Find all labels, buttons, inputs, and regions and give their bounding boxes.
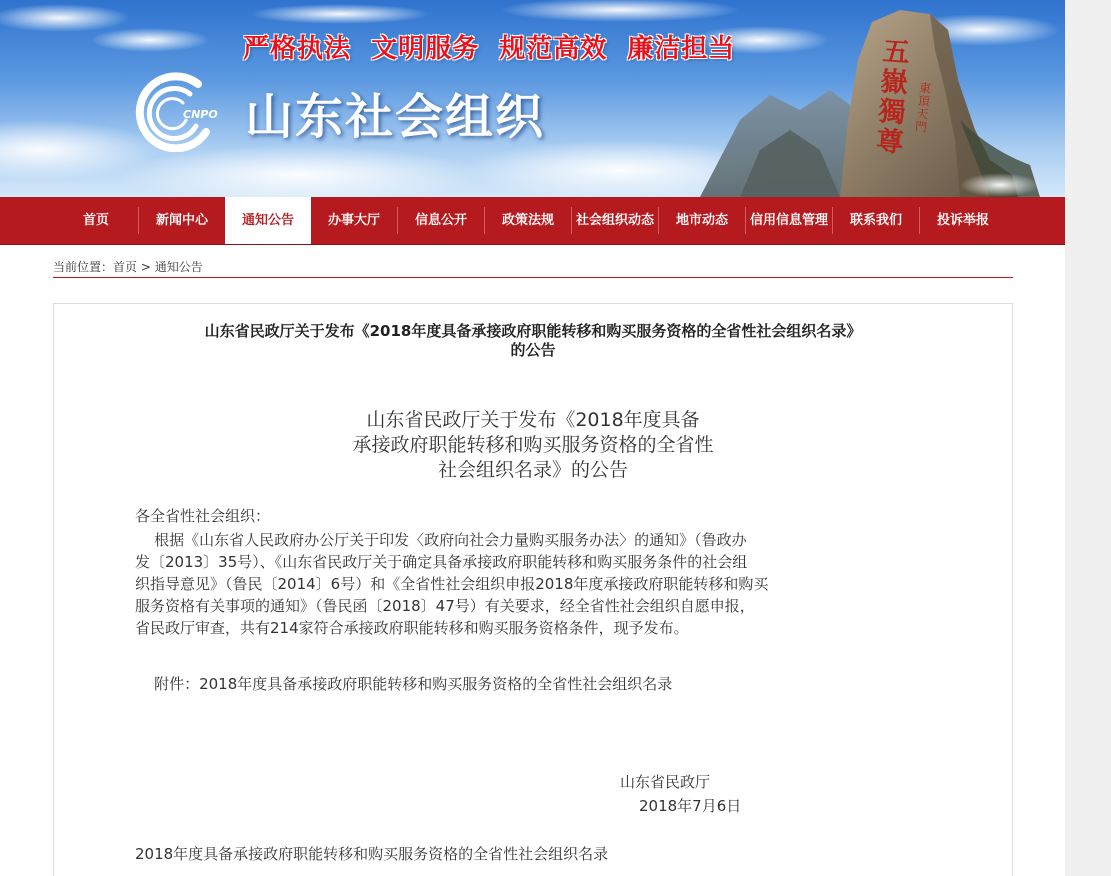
document-title [53,408,1013,483]
body-line: 发〔2013〕35号）、《山东省民政厅关于确定具备承接政府职能转移和购买服务条件的社会组 [135,553,748,571]
article-title-line: 山东省民政厅关于发布《2018年度具备承接政府职能转移和购买服务资格的全省性社会组织名录》 [204,322,862,340]
signer: 山东省民政厅 [620,773,711,791]
attachment-note: 附件：2018年度具备承接政府职能转移和购买服务资格的全省性社会组织名录 [135,675,673,693]
salutation: 各全省性社会组织： [135,507,271,525]
breadcrumb [53,258,1013,276]
breadcrumb-home-link[interactable]: 首页 [113,260,138,274]
body-paragraph [135,529,935,639]
document-title-line: 社会组织名录》的公告 [437,459,628,481]
nav-item-notices[interactable]: 通知公告 [225,197,311,244]
document-title-line: 山东省民政厅关于发布《2018年度具备 [366,409,700,431]
body-line: 织指导意见》（鲁民〔2014〕6号）和《全省性社会组织申报2018年度承接政府职能转移和购买 [135,575,769,593]
body-line: 根据《山东省人民政府办公厅关于印发〈政府向社会力量购买服务办法〉的通知》（鲁政办 [135,531,747,549]
site-title: 山东社会组织 [245,89,546,145]
logo-text: CNPO [183,108,218,121]
nav-item-policies[interactable]: 政策法规 [501,213,554,228]
breadcrumb-divider [53,277,1013,278]
slogan: 严格执法 文明服务 规范高效 廉洁担当 [243,34,736,64]
rock-inscription: 五嶽獨尊 [875,36,911,159]
article-title [53,322,1013,360]
nav-item-city-news[interactable]: 地市动态 [675,213,728,228]
rock-side-inscription: 東頂天門 [914,80,932,135]
nav-item-news[interactable]: 新闻中心 [155,213,208,228]
right-gutter [1065,0,1111,876]
breadcrumb-prefix: 当前位置： [53,260,114,274]
nav-item-complaints[interactable]: 投诉举报 [936,213,989,228]
body-line: 服务资格有关事项的通知》（鲁民函〔2018〕47号）有关要求，经全省性社会组织自愿申报， [135,597,755,615]
nav-item-home[interactable]: 首页 [82,213,109,228]
document-title-line: 承接政府职能转移和购买服务资格的全省性 [352,434,714,456]
breadcrumb-separator: > [137,260,155,274]
list-heading: 2018年度具备承接政府职能转移和购买服务资格的全省性社会组织名录 [135,845,609,863]
nav-item-org-news[interactable]: 社会组织动态 [575,213,654,228]
main-nav [0,197,1065,245]
article-title-line: 的公告 [510,341,556,359]
date: 2018年7月6日 [639,797,742,815]
header-banner [0,0,1065,197]
nav-item-credit[interactable]: 信用信息管理 [749,213,828,228]
nav-item-contact[interactable]: 联系我们 [849,213,902,228]
breadcrumb-current-link[interactable]: 通知公告 [154,260,203,274]
nav-item-service-hall[interactable]: 办事大厅 [327,213,380,228]
nav-item-disclosure[interactable]: 信息公开 [414,213,467,228]
body-line: 省民政厅审查，共有214家符合承接政府职能转移和购买服务资格条件，现予发布。 [135,619,689,637]
